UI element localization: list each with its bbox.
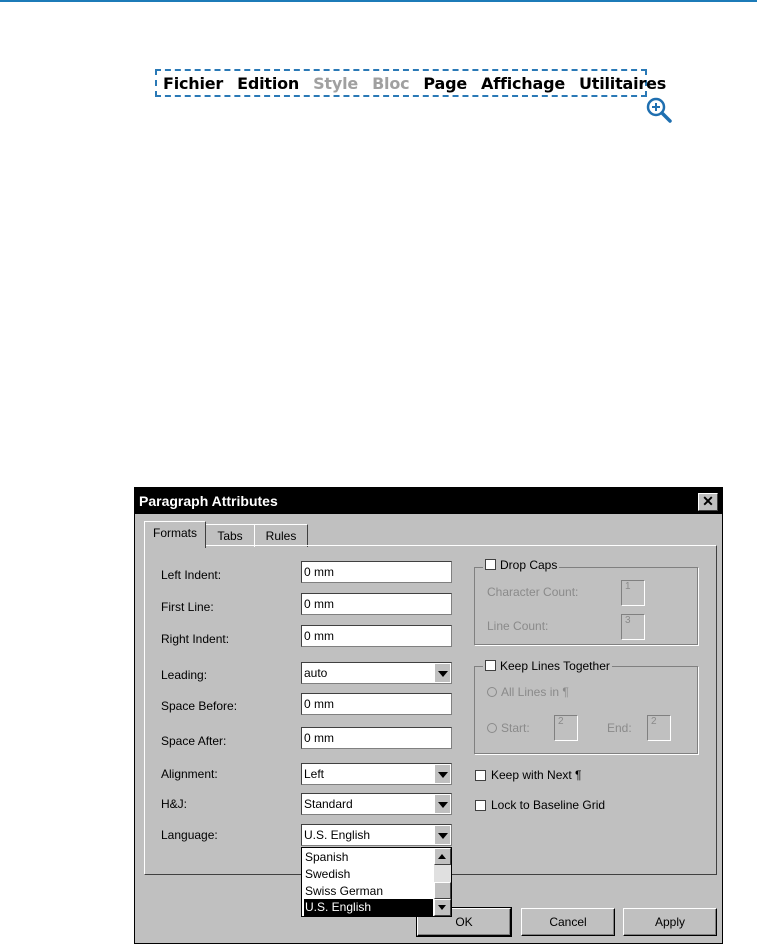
language-option-spanish[interactable]: Spanish [305,850,349,864]
start-label: Start: [501,721,530,735]
close-button[interactable] [698,493,718,511]
chevron-down-icon[interactable] [434,765,450,783]
apply-button[interactable]: Apply [623,908,717,936]
scroll-thumb[interactable] [434,882,451,899]
chevron-down-icon[interactable] [434,795,450,813]
top-rule [0,0,757,2]
end-field[interactable]: 2 [647,715,671,741]
menu-affichage[interactable]: Affichage [481,73,565,93]
right-indent-label: Right Indent: [161,632,230,646]
drop-caps-title [483,558,559,572]
left-indent-field[interactable]: 0 mm [301,561,452,583]
tab-rules-label: Rules [265,529,297,543]
menu-page[interactable]: Page [423,73,468,93]
right-indent-field[interactable]: 0 mm [301,625,452,647]
scroll-up-icon[interactable] [434,848,451,865]
drop-caps-group [474,567,698,645]
drop-caps-label: Drop Caps [500,558,558,572]
scroll-down-icon[interactable] [434,899,451,916]
language-label: Language: [161,828,218,842]
alignment-label: Alignment: [161,767,218,781]
keep-with-next-checkbox[interactable] [475,770,486,781]
left-indent-label: Left Indent: [161,568,222,582]
tab-tabs[interactable] [205,524,255,547]
dropdown-scrollbar[interactable] [434,848,451,916]
paragraph-attributes-dialog [134,487,723,944]
leading-label: Leading: [161,668,208,682]
lock-baseline-checkbox[interactable] [475,800,486,811]
language-value: U.S. English [304,828,371,842]
first-line-field[interactable]: 0 mm [301,593,452,615]
hj-value: Standard [304,797,353,811]
tab-tabs-label: Tabs [217,529,243,543]
menu-edition[interactable]: Edition [237,73,300,93]
cancel-button[interactable]: Cancel [521,908,615,936]
language-option-swedish[interactable]: Swedish [305,867,351,881]
language-option-swiss-german[interactable]: Swiss German [305,884,384,898]
tab-formats-label: Formats [152,526,197,540]
drop-caps-checkbox[interactable] [485,559,496,570]
tab-formats[interactable] [144,521,206,548]
keep-with-next-label: Keep with Next ¶ [491,768,582,782]
lock-baseline-label: Lock to Baseline Grid [491,798,606,812]
space-after-label: Space After: [161,734,227,748]
all-lines-label: All Lines in ¶ [501,685,569,699]
chevron-down-icon[interactable] [434,826,450,844]
ok-button[interactable]: OK [417,908,511,936]
menu-bar [155,69,667,97]
menu-fichier[interactable]: Fichier [163,73,224,93]
start-field[interactable]: 2 [554,715,578,741]
leading-combo[interactable] [301,662,452,684]
hj-combo[interactable] [301,793,452,815]
space-before-label: Space Before: [161,699,238,713]
language-dropdown-list [301,847,452,917]
keep-lines-title [483,659,612,673]
character-count-field[interactable]: 1 [621,580,645,606]
menu-bloc: Bloc [372,73,410,93]
language-option-us-english[interactable]: U.S. English [304,899,433,916]
keep-lines-checkbox[interactable] [485,660,496,671]
keep-lines-label: Keep Lines Together [500,659,610,673]
hj-label: H&J: [161,797,188,811]
end-label: End: [607,721,632,735]
menu-style: Style [313,73,359,93]
menu-utilitaires[interactable]: Utilitaires [579,73,667,93]
line-count-label: Line Count: [487,619,549,633]
all-lines-radio[interactable] [487,687,497,697]
dialog-title-bar [135,488,722,514]
start-radio[interactable] [487,723,497,733]
dialog-title: Paragraph Attributes [139,493,278,509]
alignment-combo[interactable] [301,763,452,785]
character-count-label: Character Count: [487,585,579,599]
first-line-label: First Line: [161,600,214,614]
alignment-value: Left [304,767,325,781]
space-before-field[interactable]: 0 mm [301,693,452,715]
zoom-in-icon[interactable] [645,96,673,124]
space-after-field[interactable]: 0 mm [301,727,452,749]
close-icon: ✕ [702,493,714,509]
tab-rules[interactable] [254,524,308,547]
line-count-field[interactable]: 3 [621,614,645,640]
language-combo[interactable] [301,824,452,846]
chevron-down-icon[interactable] [434,664,450,682]
leading-value: auto [304,666,328,680]
